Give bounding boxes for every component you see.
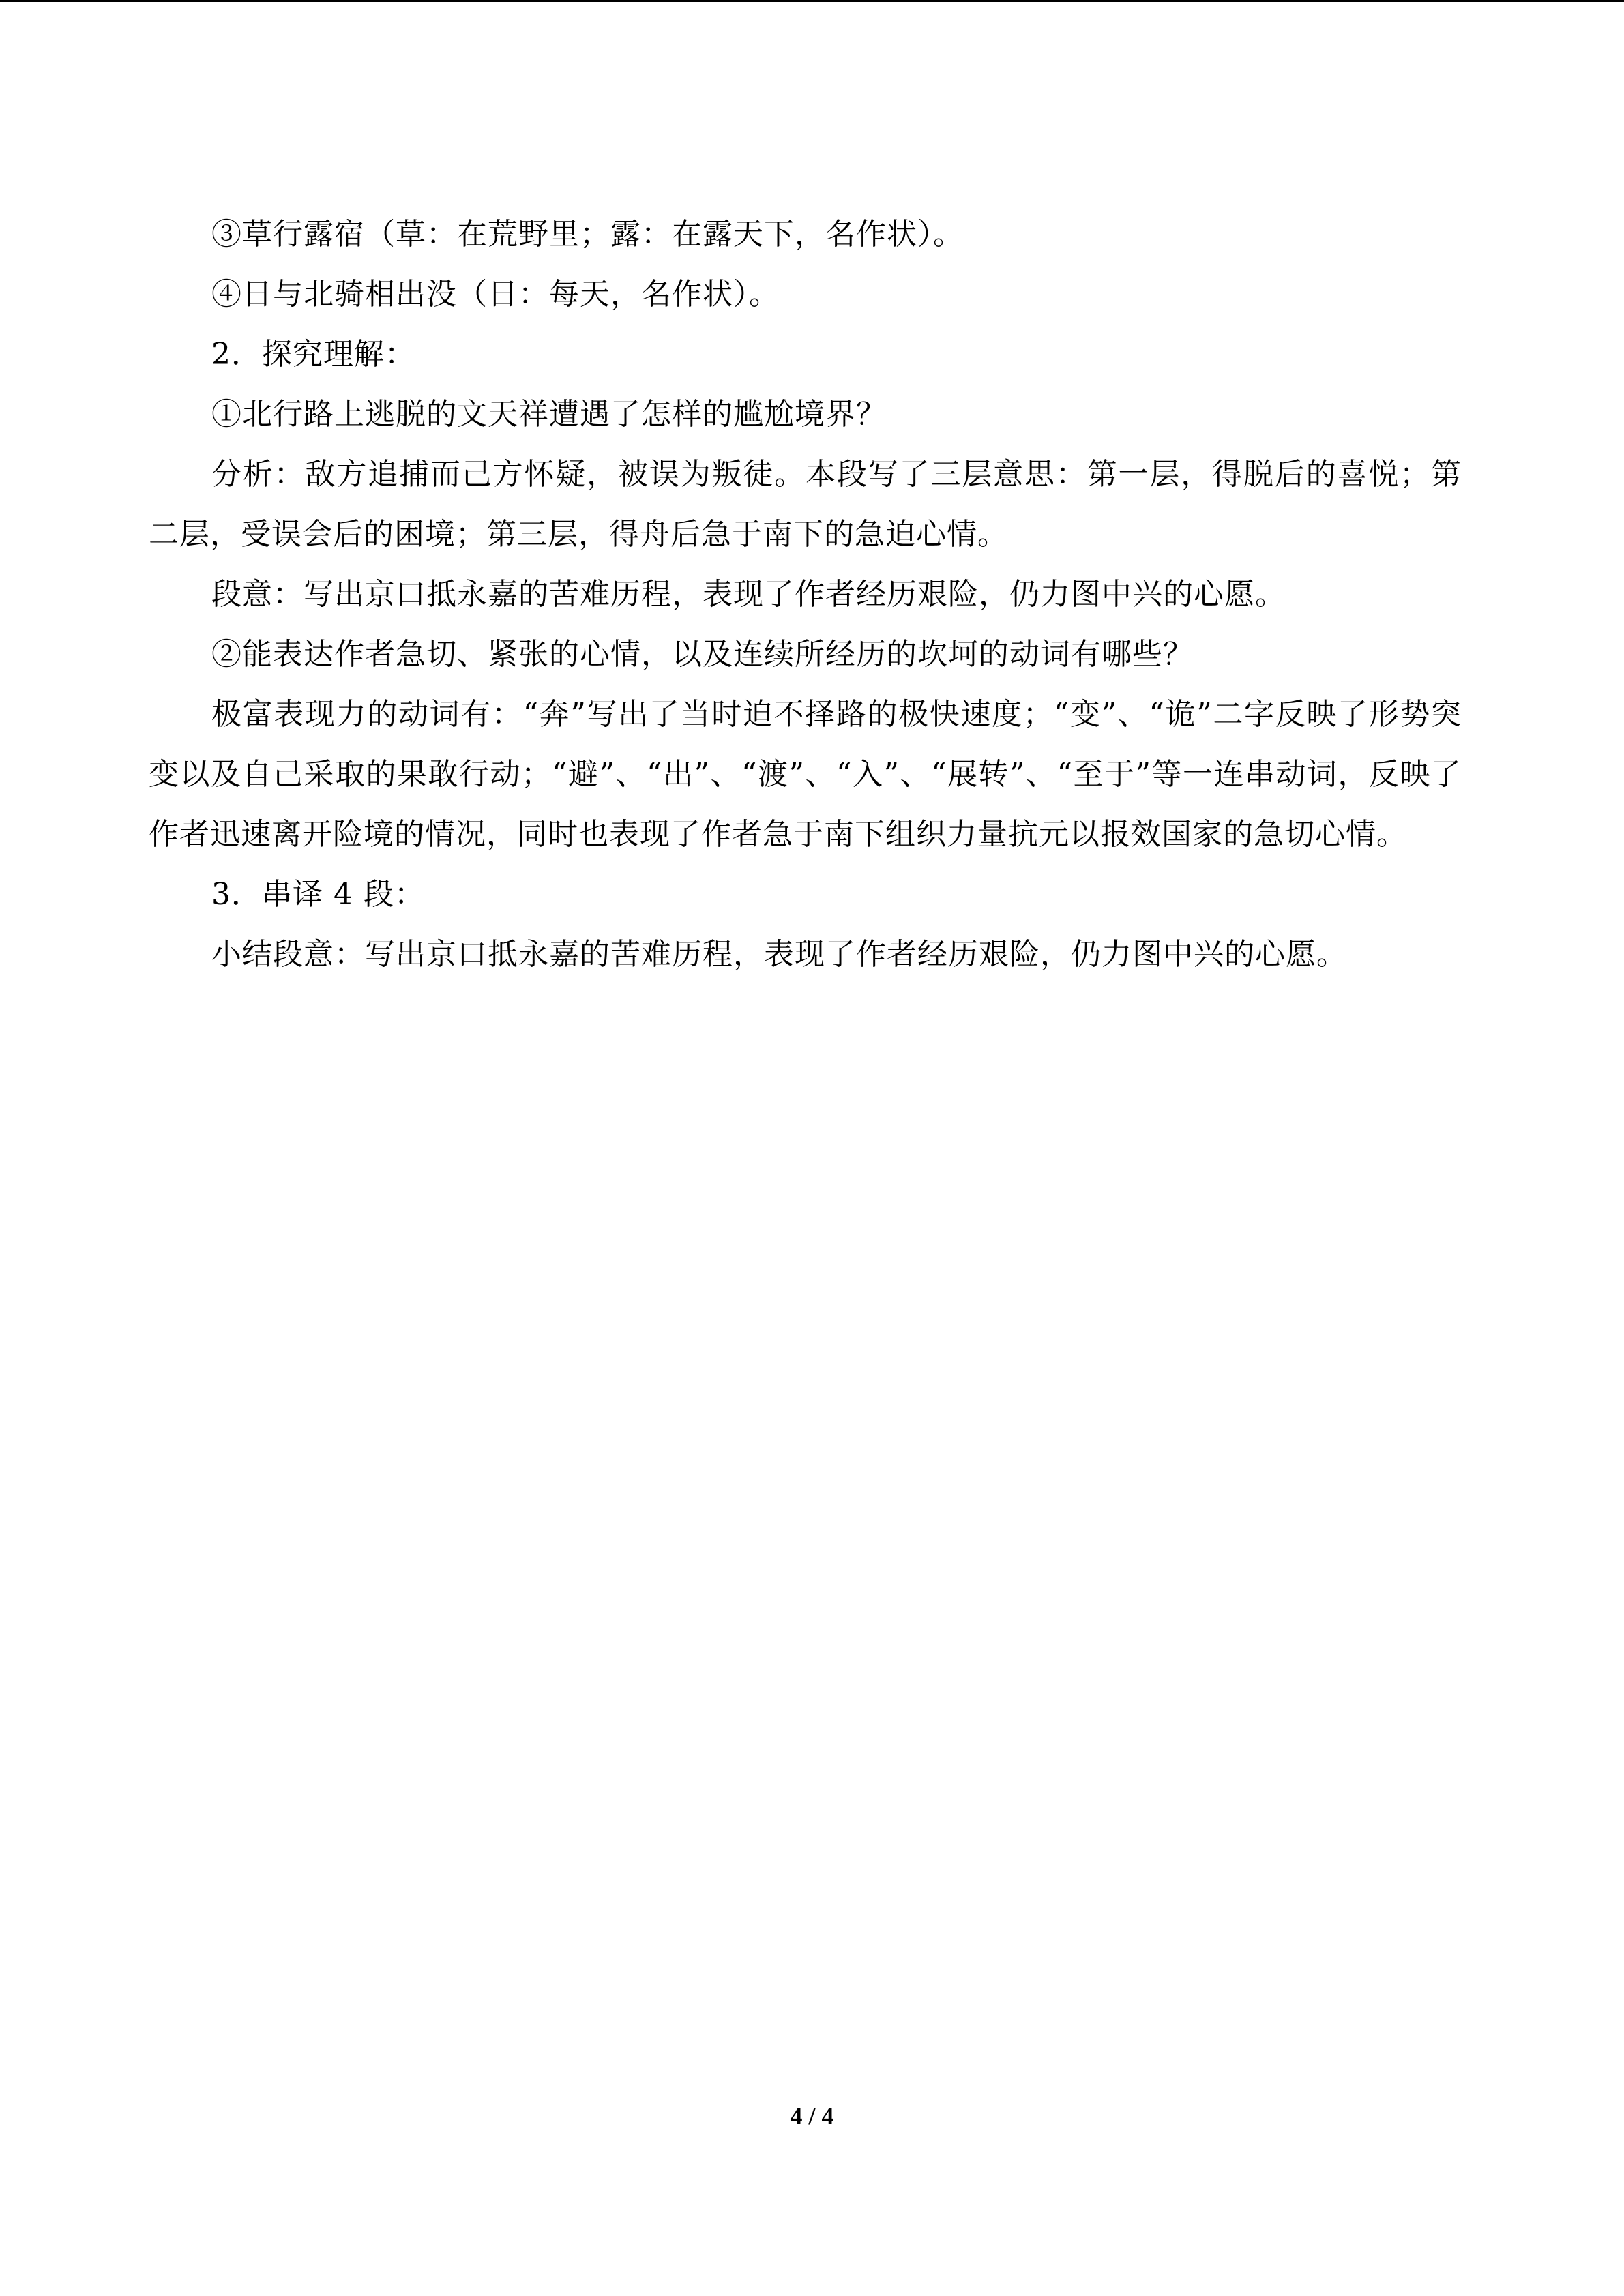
- paragraph-meaning: 段意：写出京口抵永嘉的苦难历程，表现了作者经历艰险，仍力图中兴的心愿。: [211, 577, 1286, 612]
- question-1: ①北行路上逃脱的文天祥遭遇了怎样的尴尬境界？: [211, 397, 887, 432]
- summary-paragraph: 小结段意：写出京口抵永嘉的苦难历程，表现了作者经历艰险，仍力图中兴的心愿。: [211, 937, 1347, 972]
- paragraph-example-4: ④日与北骑相出没（日：每天，名作状）。: [211, 277, 780, 312]
- question-2: ②能表达作者急切、紧张的心情，以及连续所经历的坎坷的动词有哪些？: [211, 637, 1194, 672]
- analysis-paragraph: 分析：敌方追捕而己方怀疑，被误为叛徒。本段写了三层意思：第一层，得脱后的喜悦；第二层，受误会后的困境；第三层，得舟后急于南下的急迫心情。: [149, 457, 1462, 552]
- section-heading-translate: 3．串译 4 段：: [211, 877, 425, 912]
- document-body: [149, 205, 1462, 985]
- verbs-answer-paragraph: 极富表现力的动词有：“奔”写出了当时迫不择路的极快速度；“变”、“诡”二字反映了形势突变以及自己采取的果敢行动；“避”、“出”、“渡”、“入”、“展转”、“至于”等一连串动词，反映了作者迅速离开险境的情况，同时也表现了作者急于南下组织力量抗元以报效国家的急切心情。: [149, 697, 1462, 852]
- section-heading-explore: 2．探究理解：: [211, 337, 415, 372]
- paragraph-example-3: ③草行露宿（草：在荒野里；露：在露天下，名作状）。: [211, 217, 964, 252]
- page-top-border: [0, 0, 1624, 2]
- page-number: 4 / 4: [790, 2102, 834, 2130]
